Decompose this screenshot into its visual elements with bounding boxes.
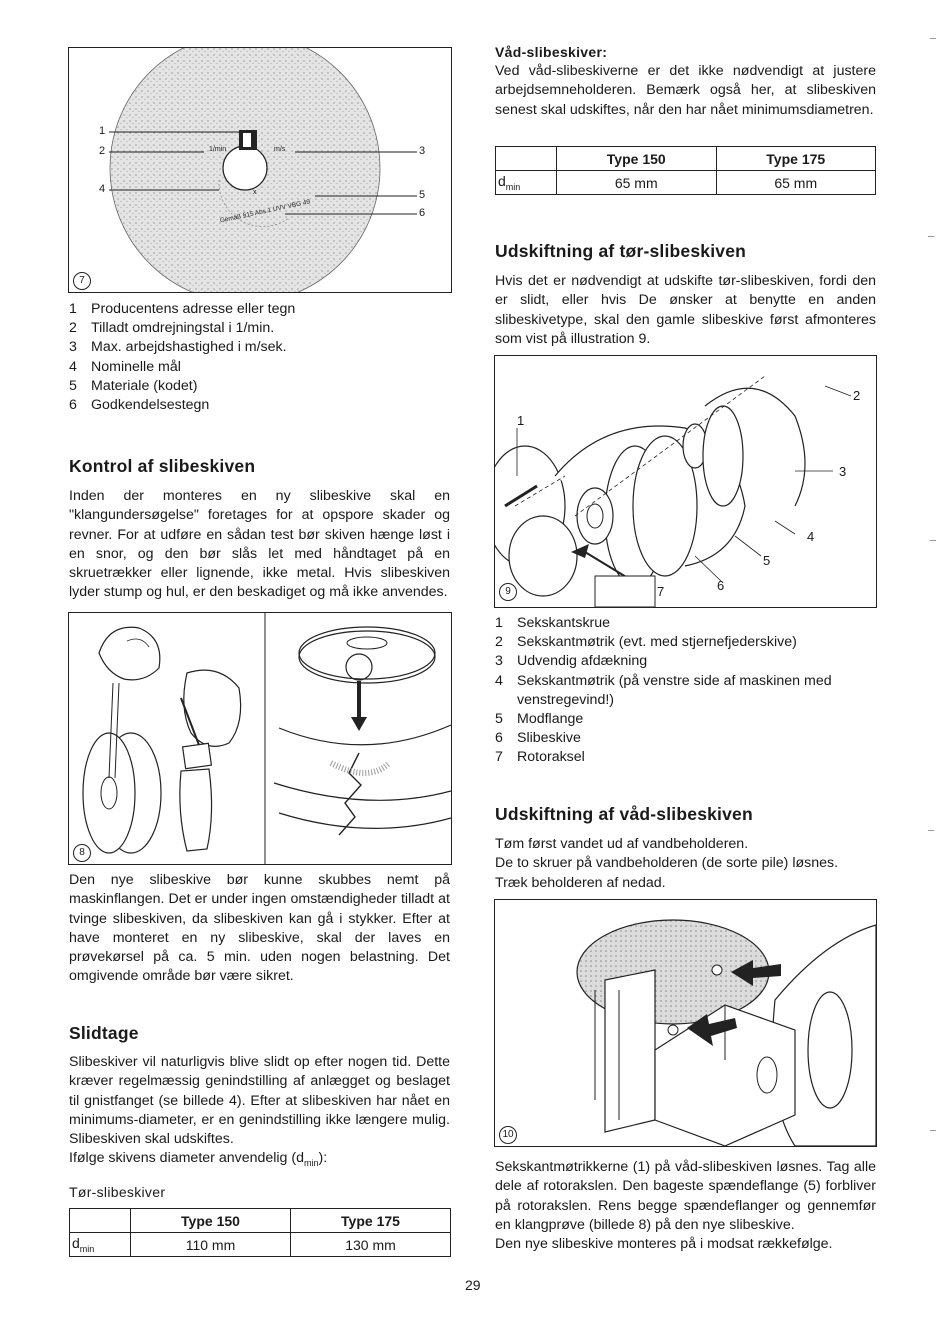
scan-mark xyxy=(930,1130,936,1131)
fig9-callout-2: 2 xyxy=(853,388,861,403)
vad-title: Våd-slibeskiver: xyxy=(495,44,608,60)
tor-slibeskiver-table xyxy=(69,1208,451,1257)
legend-item: 6 Godkendelsestegn xyxy=(69,397,210,414)
after-fig10-body: Sekskantmøtrikkerne (1) på våd-slibeskiven løsnes. Tag alle dele af rotorakslen. Den bageste spændeflange (5) forbliver på rotorakslen. Rens begge spændeflanger og gennemfør en klangprøve (billede 8) på den nye slibeskive. Den nye slibeskive monteres på i modsat rækkefølge. xyxy=(495,1159,876,1253)
udskift-tor-body: Hvis det er nødvendigt at udskifte tør-slibeskiven, fordi den er slidt, eller hvis De ønsker at benytte en anden slibeskivetype, skal den gamle slibeskive først afmonteres som vist på illustration 9. xyxy=(495,273,876,347)
legend-item: 3 Max. arbejdshastighed i m/sek. xyxy=(69,339,287,356)
scan-mark xyxy=(930,38,936,39)
vad-col-type175: Type 175 xyxy=(716,147,876,171)
scan-mark xyxy=(928,236,934,237)
heading-udskift-tor: Udskiftning af tør-slibeskiven xyxy=(495,241,747,261)
legend-item: 2 Tilladt omdrejningstal i 1/min. xyxy=(69,320,275,337)
kontrol-body: Inden der monteres en ny slibeskive skal en "klangundersøgelse" foretages for at opspore skader og revner. For at udføre en sådan test bør skiven hænge løst i en snor, og den bør slås let med håndtaget på en skruetrækker eller lignende, ikke metal. Hvis slibeskiven lyder stump og hul, er den beskadiget og må ikke anvendes. xyxy=(69,488,450,601)
tor-col-type150: Type 150 xyxy=(131,1209,291,1233)
slidtage-body: Slibeskiver vil naturligvis blive slidt op efter nogen tid. Dette kræver regelmæssig genindstilling af anlægget og beslaget til gnistfanget (se billede 4). Efter at slibeskiven har nået en minimums-diameter, er en genindstilling ikke længere mulig. Slibeskiven skal udskiftes. Ifølge skivens diameter anvendelig $(d_{min})$: xyxy=(69,1054,450,1169)
fig7-callout-4: 4 xyxy=(99,183,106,195)
vad-col-type150: Type 150 xyxy=(557,147,717,171)
legend-item: 4 Nominelle mål xyxy=(69,358,181,375)
tor-row-dmin: $d_{min}$ xyxy=(70,1233,131,1257)
vad-row-dmin: $d_{min}$ xyxy=(496,171,557,195)
heading-kontrol: Kontrol af slibeskiven xyxy=(69,456,256,476)
wheel-disassembly-illustration xyxy=(495,356,876,607)
wheel-bore xyxy=(223,146,267,190)
fig9-callout-5: 5 xyxy=(763,553,771,568)
legend-item: 7 Rotoraksel xyxy=(495,749,585,766)
tor-val-type150: 110 mm xyxy=(131,1233,291,1257)
legend-item: 5 Materiale (kodet) xyxy=(69,377,198,394)
figure-8-sound-test xyxy=(68,612,452,865)
grinding-wheel-label-illustration xyxy=(69,48,451,292)
figure-8-number: 8 xyxy=(73,844,91,862)
fig9-callout-7: 7 xyxy=(657,584,665,599)
tor-col-type175: Type 175 xyxy=(291,1209,451,1233)
vad-val-type175: 65 mm xyxy=(716,171,876,195)
vad-val-type150: 65 mm xyxy=(557,171,717,195)
legend-item: 1 Sekskantskrue xyxy=(495,615,611,631)
legend-item: 5 Modflange xyxy=(495,711,584,728)
fig7-callout-1: 1 xyxy=(99,125,106,137)
figure-9-number: 9 xyxy=(499,583,517,601)
fig9-callout-4: 4 xyxy=(807,529,815,544)
sound-test-illustration xyxy=(69,613,451,864)
after-fig8-body: Den nye slibeskive bør kunne skubbes nemt på maskinflangen. Det er under ingen omstændigheder tilladt at tvinge slibeskiven, da slibeskiven kan gå i stykker. Efter at have monteret en ny slibeskive, skal der laves en prøvekørsel på ca. 5 min. uden nogen belastning. Det omgivende område bør være sikret. xyxy=(69,872,450,985)
tor-table-title: Tør-slibeskiver xyxy=(69,1184,166,1200)
vad-slibeskiver-table xyxy=(495,146,876,195)
fig7-callout-6: 6 xyxy=(419,207,426,219)
figure-7-grinding-wheel-label xyxy=(68,47,452,293)
water-container-illustration xyxy=(495,900,876,1146)
legend-item: 2 Sekskantmøtrik (evt. med stjernefjederskive) xyxy=(495,634,797,651)
figure-9-wheel-disassembly xyxy=(494,355,877,608)
fig7-callout-2: 2 xyxy=(99,145,106,157)
fig7-label-ms: m/s xyxy=(274,146,286,153)
scan-mark xyxy=(928,830,934,831)
fig7-callout-3: 3 xyxy=(419,145,426,157)
figure-10-number: 10 xyxy=(499,1126,517,1144)
fig7-callout-5: 5 xyxy=(419,189,426,201)
fig7-label-arc: Gemäß §15 Abs.1 UVV VBG 49 xyxy=(219,198,311,225)
heading-udskift-vad: Udskiftning af våd-slibeskiven xyxy=(495,804,753,824)
fig9-callout-3: 3 xyxy=(839,464,847,479)
figure-9-legend xyxy=(495,614,876,768)
legend-item: 1 Producentens adresse eller tegn xyxy=(69,301,296,317)
udskift-vad-body: Tøm først vandet ud af vandbeholderen. De to skruer på vandbeholderen (de sorte pile) løsnes. Træk beholderen af nedad. xyxy=(495,836,839,891)
fig9-callout-6: 6 xyxy=(717,578,725,593)
scan-mark xyxy=(930,540,936,541)
page-number: 29 xyxy=(465,1277,481,1293)
fig7-label-rpm: 1/min xyxy=(209,146,227,153)
legend-item: 4 Sekskantmøtrik (på venstre side af maskinen med venstregevind!) xyxy=(495,672,832,708)
figure-7-legend xyxy=(69,300,449,415)
vad-body: Ved våd-slibeskiverne er det ikke nødvendigt at justere arbejdsemneholderen. Bemærk også her, at slibeskiven senest skal udskiftes, når den har nået minimumsdiametren. xyxy=(495,63,876,118)
heading-slidtage: Slidtage xyxy=(69,1023,139,1043)
fig7-label-x: x xyxy=(253,189,257,196)
tor-val-type175: 130 mm xyxy=(291,1233,451,1257)
legend-item: 3 Udvendig afdækning xyxy=(495,653,648,670)
legend-item: 6 Slibeskive xyxy=(495,730,581,747)
figure-7-number: 7 xyxy=(73,272,91,290)
fig9-callout-1: 1 xyxy=(517,413,525,428)
figure-10-water-container xyxy=(494,899,877,1147)
